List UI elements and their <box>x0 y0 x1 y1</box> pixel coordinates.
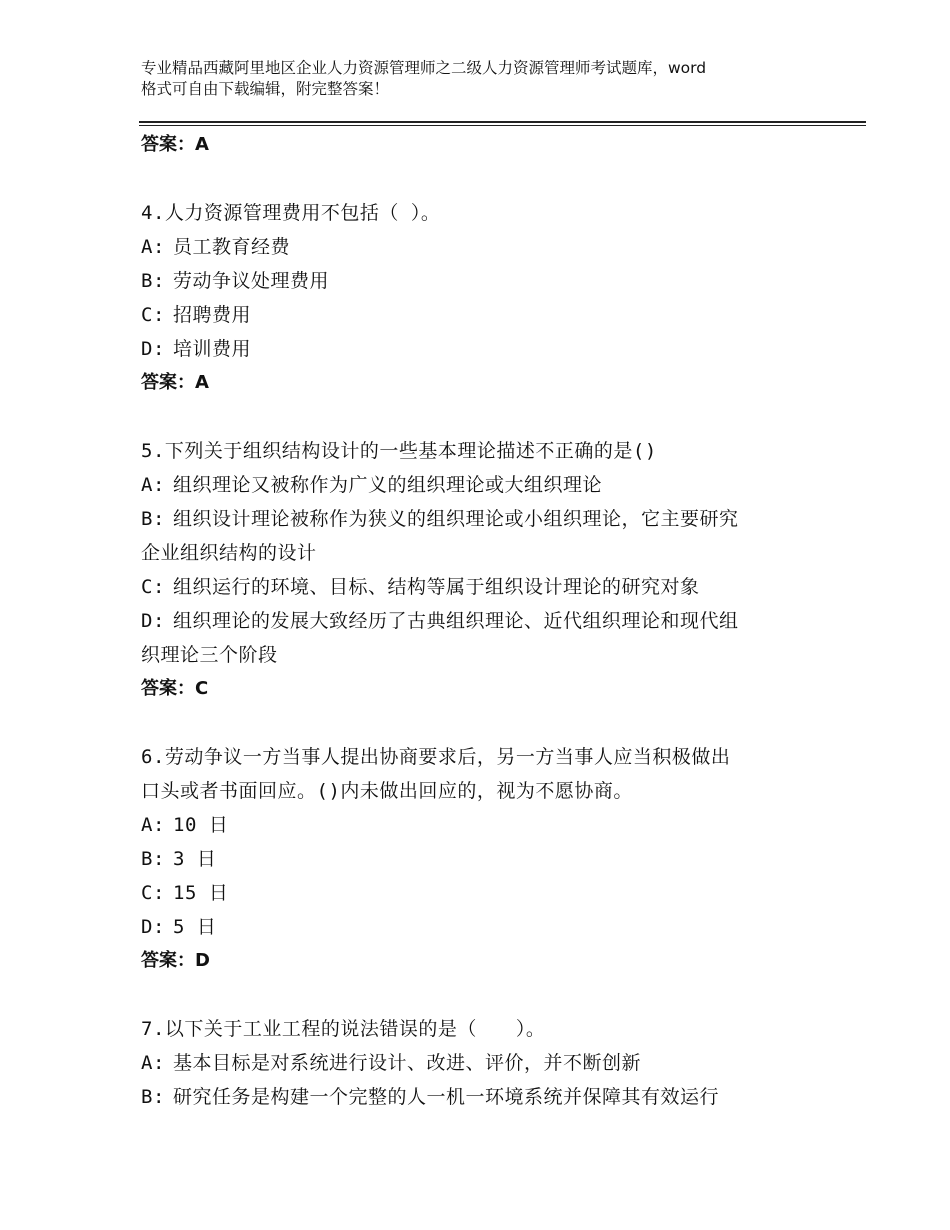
question-stem: 5.下列关于组织结构设计的一些基本理论描述不正确的是() <box>141 440 657 462</box>
question-block <box>141 740 831 978</box>
header-line-1: 专业精品西藏阿里地区企业人力资源管理师之二级人力资源管理师考试题库，word <box>141 59 707 77</box>
option-line <box>141 230 831 264</box>
answer-value: A <box>195 134 209 155</box>
option-label: B: <box>141 1086 165 1108</box>
option-line <box>141 468 831 502</box>
option-continuation: 企业组织结构的设计 <box>141 542 317 564</box>
option-line <box>141 1046 831 1080</box>
option-text: 员工教育经费 <box>173 236 291 258</box>
option-text: 组织运行的环境、目标、结构等属于组织设计理论的研究对象 <box>173 576 700 598</box>
question-block <box>141 434 831 706</box>
answer-value: A <box>195 372 209 393</box>
option-text: 组织理论又被称作为广义的组织理论或大组织理论 <box>173 474 603 496</box>
answer-line <box>141 944 831 978</box>
option-label: A: <box>141 814 165 836</box>
option-label: B: <box>141 848 165 870</box>
option-line <box>141 570 831 604</box>
option-line <box>141 332 831 366</box>
question-list <box>141 128 831 1114</box>
question-spacer <box>141 978 831 1012</box>
answer-prefix: 答案： <box>141 678 195 699</box>
previous-answer <box>141 128 831 162</box>
question-stem: 7.以下关于工业工程的说法错误的是（ ）。 <box>141 1018 546 1040</box>
option-line <box>141 264 831 298</box>
option-label: B: <box>141 270 165 292</box>
answer-value: D <box>195 950 210 971</box>
answer-prefix: 答案： <box>141 950 195 971</box>
option-line <box>141 502 831 536</box>
option-text: 10 日 <box>173 814 229 836</box>
option-continuation: 织理论三个阶段 <box>141 644 278 666</box>
option-label: D: <box>141 338 165 360</box>
option-text: 5 日 <box>173 916 217 938</box>
option-label: B: <box>141 508 165 530</box>
option-text: 基本目标是对系统进行设计、改进、评价，并不断创新 <box>173 1052 642 1074</box>
header-rule-thick <box>139 121 866 123</box>
option-label: D: <box>141 916 165 938</box>
question-spacer <box>141 400 831 434</box>
option-text: 15 日 <box>173 882 229 904</box>
option-text: 劳动争议处理费用 <box>173 270 330 292</box>
header-line-2: 格式可自由下载编辑，附完整答案！ <box>141 80 390 98</box>
option-text: 组织设计理论被称作为狭义的组织理论或小组织理论，它主要研究 <box>173 508 739 530</box>
question-block <box>141 196 831 400</box>
option-label: C: <box>141 882 165 904</box>
question-stem: 口头或者书面回应。()内未做出回应的，视为不愿协商。 <box>141 780 633 802</box>
header-rule-thin <box>139 125 866 126</box>
option-text: 研究任务是构建一个完整的人一机一环境系统并保障其有效运行 <box>173 1086 720 1108</box>
answer-line <box>141 672 831 706</box>
option-text: 3 日 <box>173 848 217 870</box>
option-label: A: <box>141 236 165 258</box>
question-block <box>141 1012 831 1114</box>
option-line <box>141 876 831 910</box>
question-spacer <box>141 162 831 196</box>
option-text: 招聘费用 <box>173 304 252 326</box>
option-label: A: <box>141 474 165 496</box>
question-stem: 6.劳动争议一方当事人提出协商要求后，另一方当事人应当积极做出 <box>141 746 731 768</box>
document-header <box>141 58 821 100</box>
option-line <box>141 298 831 332</box>
question-spacer <box>141 706 831 740</box>
option-line <box>141 842 831 876</box>
option-text: 培训费用 <box>173 338 252 360</box>
option-label: D: <box>141 610 165 632</box>
option-label: C: <box>141 576 165 598</box>
option-label: A: <box>141 1052 165 1074</box>
option-label: C: <box>141 304 165 326</box>
answer-value: C <box>195 678 209 699</box>
question-stem: 4.人力资源管理费用不包括（ ）。 <box>141 202 441 224</box>
option-line <box>141 604 831 638</box>
option-line <box>141 808 831 842</box>
option-line <box>141 1080 831 1114</box>
answer-prefix: 答案： <box>141 372 195 393</box>
answer-prefix: 答案： <box>141 134 195 155</box>
answer-line <box>141 366 831 400</box>
option-line <box>141 910 831 944</box>
option-text: 组织理论的发展大致经历了古典组织理论、近代组织理论和现代组 <box>173 610 739 632</box>
